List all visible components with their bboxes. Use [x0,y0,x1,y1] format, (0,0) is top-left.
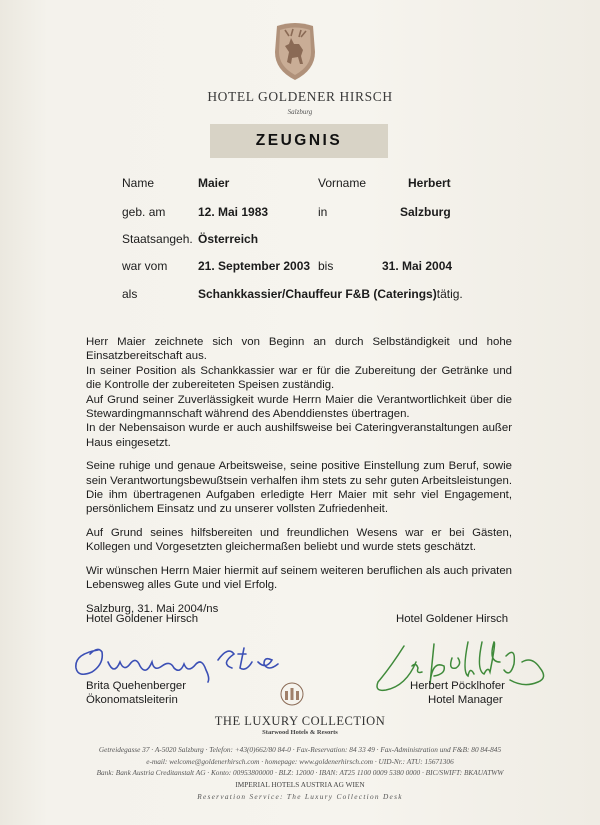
footer-line-2: e-mail: welcome@goldenerhirsch.com · homepage: www.goldenerhirsch.com · UID-Nr.: ATU: 15671306 [146,757,454,766]
document-title: ZEUGNIS [255,132,343,149]
body-paragraph-1b: In seiner Position als Schankkassier war er für die Zubereitung der Getränke und die Kontrolle der zubereiteten Speisen zuständig. [86,364,512,392]
geb-label: geb. am [122,205,166,219]
bis-value: 31. Mai 2004 [382,259,453,273]
name-label: Name [122,176,155,190]
staat-value: Österreich [198,232,259,246]
bis-label: bis [318,259,334,273]
vorname-label: Vorname [318,176,367,190]
body-paragraph-1a: Herr Maier zeichnete sich von Beginn an durch Selbständigkeit und hohe Einsatzbereitschaft aus. [86,336,512,363]
right-company: Hotel Goldener Hirsch [396,613,509,625]
hotel-city: Salzburg [287,108,313,116]
als-value: Schankkassier/Chauffeur F&B (Caterings) [198,287,437,301]
hotel-name: HOTEL GOLDENER HIRSCH [207,89,393,104]
als-label: als [122,287,138,301]
hotel-crest-icon [267,22,323,84]
body-paragraph-4: Wir wünschen Herrn Maier hiermit auf seinem weiteren beruflichen als auch privaten Lebensweg alles Gute und viel Erfolg. [86,564,512,592]
in-value: Salzburg [400,205,451,219]
warvom-value: 21. September 2003 [198,259,311,273]
name-value: Maier [198,176,230,190]
left-name: Brita Quehenberger [86,680,187,692]
right-name: Herbert Pöcklhofer [410,680,505,692]
body-paragraph-1d: In der Nebensaison wurde er auch aushilfsweise bei Cateringveranstaltungen außer Haus eingesetzt. [86,422,512,449]
staat-label: Staatsangeh. [122,232,193,246]
luxury-collection-sub: Starwood Hotels & Resorts [262,729,338,736]
left-title: Ökonomatsleiterin [86,694,178,706]
left-company: Hotel Goldener Hirsch [86,613,199,625]
body-paragraph-3: Auf Grund seines hilfsbereiten und freundlichen Wesens war er bei Gästen, Kollegen und Vorgesetzten gleichermaßen beliebt und wurde stets geschätzt. [86,526,512,554]
place-date: Salzburg, 31. Mai 2004/ns [86,602,219,615]
als-line [198,287,463,301]
right-title: Hotel Manager [428,694,503,706]
warvom-label: war vom [122,259,168,273]
footer-line-5: Reservation Service: The Luxury Collection Desk [197,792,403,801]
luxury-collection-emblem-icon [280,682,304,706]
body-paragraph-2: Seine ruhige und genaue Arbeitsweise, seine positive Einstellung zum Beruf, sowie sein Verantwortungsbewußtsein verhalfen ihm stets zu sehr guten Arbeitsleistungen. Die ihm übertragenen Aufgaben erledigte Herr Maier mit sehr viel Engagement, persönlichem Einsatz und zu unserer vollsten Zufriedenheit. [86,460,512,516]
footer-line-4: IMPERIAL HOTELS AUSTRIA AG WIEN [235,780,365,789]
body-text [86,335,512,625]
body-paragraph-1c: Auf Grund seiner Zuverlässigkeit wurde Herrn Maier die Verantwortlichkeit über die Stewardingmannschaft während des Abenddienstes übertragen. [86,393,512,421]
als-suffix: tätig. [436,287,463,301]
geb-value: 12. Mai 1983 [198,205,269,219]
luxury-collection-name: THE LUXURY COLLECTION [214,714,386,728]
in-label: in [318,205,328,219]
footer-line-3: Bank: Bank Austria Creditanstalt AG · Konto: 00953800000 · BLZ: 12000 · IBAN: AT25 1100 0009 5380 0000 · BIC/SWIFT: BKAUATWW [96,768,504,777]
vorname-value: Herbert [408,176,451,190]
footer-line-1: Getreidegasse 37 · A-5020 Salzburg · Telefon: +43(0)662/80 84-0 · Fax-Reservation: 84 33 49 · Fax-Administration und F&B: 80 84-845 [98,745,502,754]
